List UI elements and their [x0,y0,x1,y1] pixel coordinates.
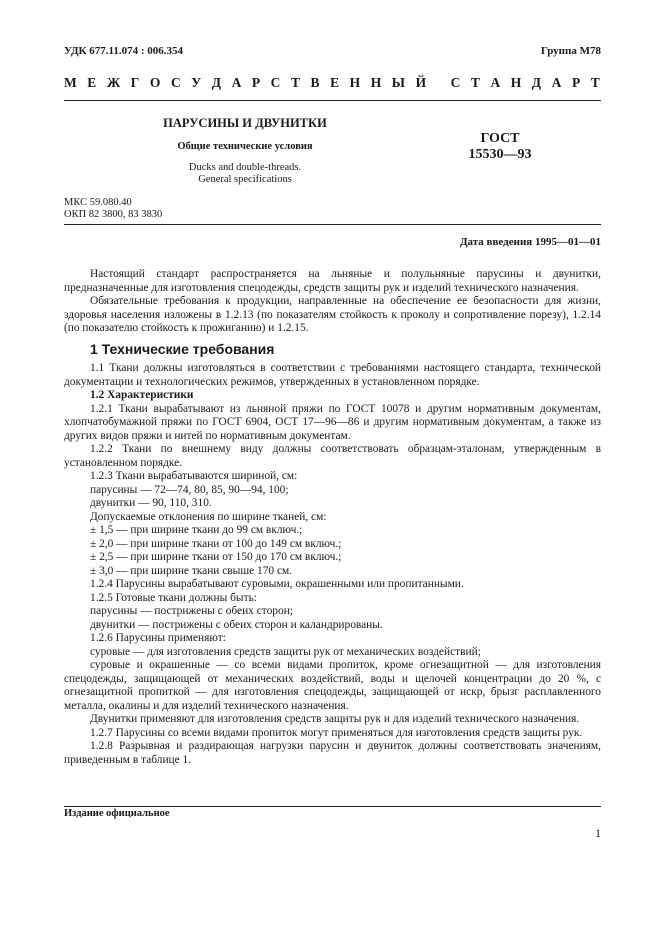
banner-letter: Д [211,75,222,90]
use-double: Двунитки применяют для изготовления средств защиты рук и для изделий технического назначения. [90,713,580,725]
banner-letter: Т [290,75,300,90]
clause-1-2-3: 1.2.3 Ткани вырабатываются шириной, см: [90,470,298,482]
banner-letter: Р [251,75,261,90]
document-subtitle: Общие технические условия [177,141,313,152]
banner-divider [64,100,601,101]
widths-double: двунитки — 90, 110, 310. [90,497,212,509]
banner-letter: Д [531,75,542,90]
tolerance-item: ± 2,0 — при ширине ткани от 100 до 149 см включ.; [90,537,342,550]
udk-code: УДК 677.11.074 : 006.354 [64,45,184,57]
banner-letter: Р [571,75,581,90]
banner-letter: Н [510,75,522,90]
clause-1-2-2: 1.2.2 Ткани по внешнему виду должны соответствовать образцам-эталонам, утвержденным в установленном порядке. [64,443,601,469]
mks-code: МКС 59.080.40 [64,197,132,208]
clause-1-2-4: 1.2.4 Парусины вырабатывают суровыми, окрашенными или пропитанными. [90,578,464,590]
banner-letter: Ж [106,75,121,90]
banner-letter: Т [470,75,480,90]
banner-letter: Т [590,75,600,90]
banner-letter: Е [330,75,340,90]
banner-letter: В [310,75,320,90]
group-code: Группа М78 [540,45,601,57]
clause-1-1: 1.1 Ткани должны изготовляться в соответствии с требованиями настоящего стандарта, технической документации и технологических режимов, утвержденных в установленном порядке. [64,362,601,388]
tolerance-item: ± 3,0 — при ширине ткани свыше 170 см. [90,564,293,577]
tolerance-item: ± 1,5 — при ширине ткани до 99 см включ.; [90,524,303,536]
title-block [120,116,370,186]
classification-codes [64,197,162,221]
banner-letter: Е [87,75,97,90]
gost-block [440,131,560,163]
clause-1-2-7: 1.2.7 Парусины со всеми видами пропиток могут применяться для изготовления средств защиты рук. [90,726,583,739]
official-edition-label: Издание официальное [64,808,170,819]
use-raw: суровые — для изготовления средств защиты рук от механических воздействий; [90,645,481,658]
banner-letter: Н [370,75,382,90]
clause-1-2-5: 1.2.5 Готовые ткани должны быть: [90,591,257,604]
banner-letter: А [551,75,562,90]
banner-letter: С [170,75,181,90]
banner-letter: Й [415,75,427,90]
banner-letter: Ы [391,75,406,90]
banner-letter: Г [130,75,140,90]
banner-letter: С [270,75,281,90]
footer-divider [64,806,601,807]
english-subtitle: General specifications [198,174,292,185]
gost-label: ГОСТ [480,131,520,146]
clause-1-2: 1.2 Характеристики [90,389,194,401]
gost-number: 15530—93 [468,147,532,162]
document-title: ПАРУСИНЫ И ДВУНИТКИ [163,116,327,130]
intro-paragraph-1: Настоящий стандарт распространяется на льняные и полульняные парусины и двунитки, предназначенные для изготовления спецодежды, средств защиты рук и изделий технического назначения. [64,268,601,294]
clause-1-2-6: 1.2.6 Парусины применяют: [90,632,226,644]
banner-letter: О [149,75,161,90]
okp-code: ОКП 82 3800, 83 3830 [64,209,163,220]
tolerance-item: ± 2,5 — при ширине ткани от 150 до 170 см включ.; [90,551,342,563]
codes-divider [64,224,601,225]
tolerances-heading: Допускаемые отклонения по ширине тканей, см: [90,510,327,523]
clause-1-2-8: 1.2.8 Разрывная и раздирающая нагрузки парусин и двуниток должны соответствовать значениям, приведенным в таблице 1. [64,740,601,766]
interstate-standard-banner [64,75,600,91]
banner-letter: Н [349,75,361,90]
intro-paragraph-2: Обязательные требования к продукции, направленные на обеспечение ее безопасности для жизни, здоровья населения изложены в 1.2.13 (по показателям стойкость к проколу и сопротивление порезу), 1.2.14 (по показателю стойкость к прожиганию) и 1.2.15. [64,295,601,334]
banner-letter [437,75,440,91]
section-1-heading: 1 Технические требования [90,340,275,357]
english-title: Ducks and double-threads. [188,162,302,173]
widths-duck: парусины — 72—74, 80, 85, 90—94, 100; [90,483,289,496]
banner-letter: С [450,75,461,90]
clause-1-2-1: 1.2.1 Ткани вырабатывают из льняной пряжи по ГОСТ 10078 и другим нормативным документам, хлопчатобумажной пряжи по ГОСТ 6904, ОСТ 17—96—86 и другим нормативным документам, а также из других видов пряжи и нитей по нормативным документам. [64,402,601,442]
main-text [64,268,601,767]
use-dyed: суровые и окрашенные — со всеми видами пропиток, кроме огнезащитной — для изготовления спецодежды, защищающей от механических воздействий, воды и щелочей концентрации до 20 %, с огнезащитной пропиткой — для изготовления спецодежды, защищающей от искр, брызг расплавленного металла, окалины и для изделий технического назначения. [64,659,601,712]
finish-double: двунитки — пострижены с обеих сторон и каландрированы. [90,618,383,631]
page-number: 1 [595,826,601,840]
banner-letter: А [490,75,501,90]
banner-letter: М [64,75,77,90]
finish-duck: парусины — пострижены с обеих сторон; [90,605,293,617]
effective-date: Дата введения 1995—01—01 [459,236,601,248]
banner-letter: А [231,75,242,90]
banner-letter: У [191,75,202,90]
